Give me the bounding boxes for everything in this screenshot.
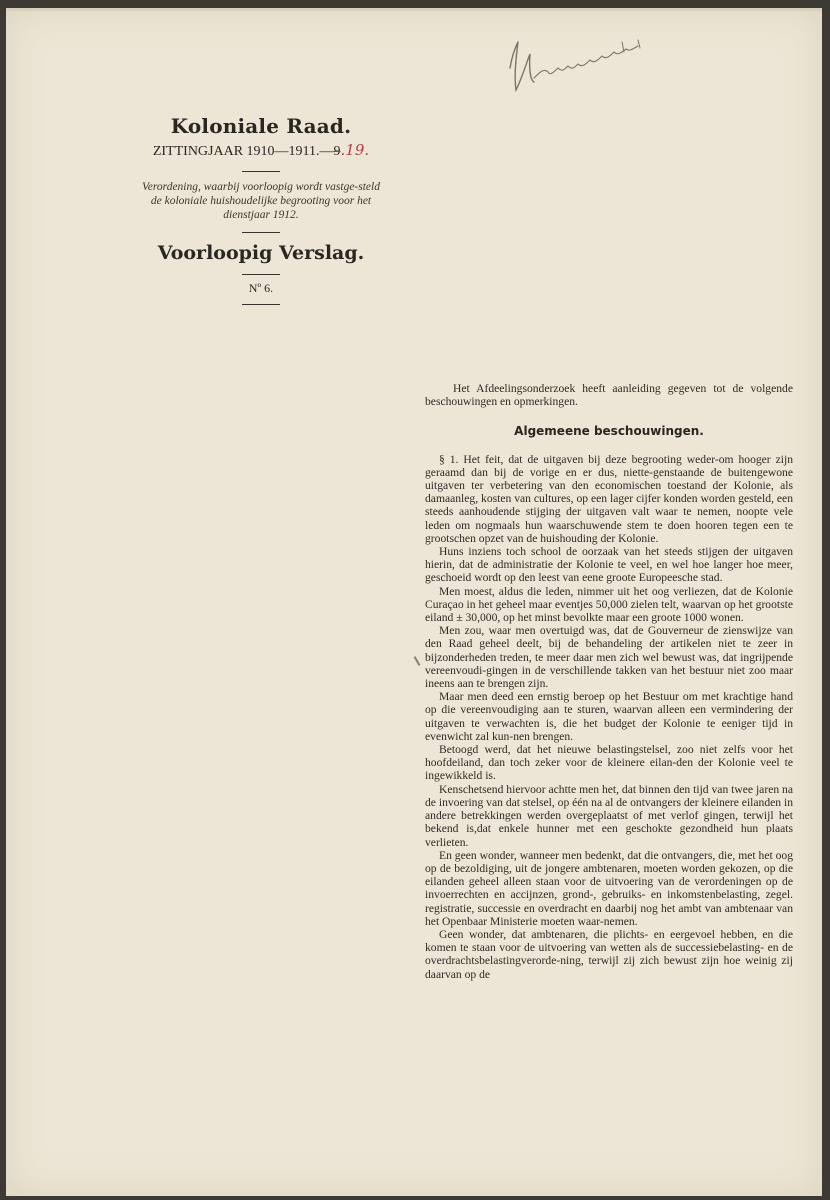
body-paragraph: § 1. Het feit, dat de uitgaven bij deze begrooting weder-om hooger zijn geraamd dan bij de vorige en er dus, niette-genstaande de buitengewone uitgaven ter verbetering van den economischen toestand der Kolonie, als damaanleg, kosten van cultures, op een lager cijfer konden worden gesteld, een steeds aanhoudende stijging der uitgaven valt waar te nemen, noopte vele leden om nogmaals hun waarschuwende stem te doen hooren tegen een te grootschen opzet van de huishouding der Kolonie.	[425, 452, 793, 545]
margin-pencil-mark	[414, 656, 421, 666]
section-heading: Algemeene beschouwingen.	[514, 424, 704, 439]
ordinance-subtitle: Verordening, waarbij voorloopig wordt vastge-steld de koloniale huishoudelijke begrooting voor het dienstjaar 1912.	[142, 181, 380, 221]
divider	[242, 274, 280, 275]
handwritten-annotation	[504, 38, 664, 98]
body-paragraph: Kenschetsend hiervoor achtte men het, dat binnen den tijd van twee jaren na de invoering van dat stelsel, op één na al de ontvangers der kleinere eilanden in andere betrekkingen werden overgeplaatst of met verlof gingen, terwijl het bekend is,dat enkele hunner met een geschokte gezondheid hun plaats verlieten.	[425, 782, 793, 849]
body-paragraph: Huns inziens toch school de oorzaak van het steeds stijgen der uitgaven hierin, dat de administratie der Kolonie te veel, en wel hoe langer hoe meer, geschoeid wordt op den leest van eene groote Europeesche stad.	[425, 545, 793, 585]
body-paragraph: Maar men deed een ernstig beroep op het Bestuur om met krachtige hand op die vereenvoudiging aan te sturen, waarvan alleen een vermindering der uitgaven te verwachten is, die het budget der Kolonie te eeniger tijd in evenwicht zal kun-nen brengen.	[425, 690, 793, 743]
report-body	[425, 382, 793, 981]
report-title: Voorloopig Verslag.	[157, 242, 365, 264]
body-paragraph: Men moest, aldus die leden, nimmer uit het oog verliezen, dat de Kolonie Curaçao in het geheel maar eventjes 50,000 zielen telt, waarvan op het grootste eiland ± 30,000, op het minst bevolkte maar een groote 1000 wonen.	[425, 584, 793, 625]
handwritten-number: .19.	[340, 141, 370, 159]
divider	[242, 171, 280, 172]
struck-number: 9	[333, 144, 341, 159]
council-name: Koloniale Raad.	[170, 114, 352, 138]
body-paragraph: Geen wonder, dat ambtenaren, die plichts- en eergevoel hebben, en die komen te staan voor de uitvoering van wetten als de successiebelasting- en de overdrachtsbelastingverorde-ning, terwijl zij zich bewust zijn hoe weinig zij daarvan op de	[425, 927, 793, 981]
divider	[242, 304, 280, 305]
session-year	[136, 141, 386, 161]
report-number: Nº 6.	[248, 281, 274, 295]
scan-edge	[6, 8, 822, 11]
document-page	[6, 8, 822, 1196]
body-paragraph: Men zou, waar men overtuigd was, dat de Gouverneur de zienswijze van den Raad geheel deelt, bij de behandeling der artikelen niet te zeer in bijzonderheden treden, te meer daar men zich wel bewust was, dat ingrijpende vereenvoudi-gingen in de verschillende takken van het bestuur niet zoo maar ineens aan te brengen zijn.	[425, 624, 793, 691]
session-prefix: ZITTINGJAAR 1910—1911.—	[152, 144, 334, 159]
title-block	[136, 114, 386, 313]
body-paragraph: En geen wonder, wanneer men bedenkt, dat die ontvangers, die, met het oog op de bezoldiging, uit de jongere ambtenaren, moeten worden gekozen, op die eilanden geheel alleen staan voor de uitvoering van de verordeningen op de invoerrechten en accijnzen, grond-, gebruiks- en inkomstenbelasting, zegel. registratie, successie en overdracht en daarbij nog het ambt van ambtenaar van het Openbaar Ministerie moeten waar-nemen.	[425, 848, 793, 928]
body-paragraph: Betoogd werd, dat het nieuwe belastingstelsel, zoo niet zelfs voor het hoofdeiland, dan toch zeker voor de kleinere eilan-den der Kolonie veel te ingewikkeld is.	[425, 743, 793, 783]
intro-text: Het Afdeelingsonderzoek heeft aanleiding gegeven tot de volgende beschouwingen en opmerkingen.	[425, 382, 793, 409]
divider	[242, 232, 280, 233]
